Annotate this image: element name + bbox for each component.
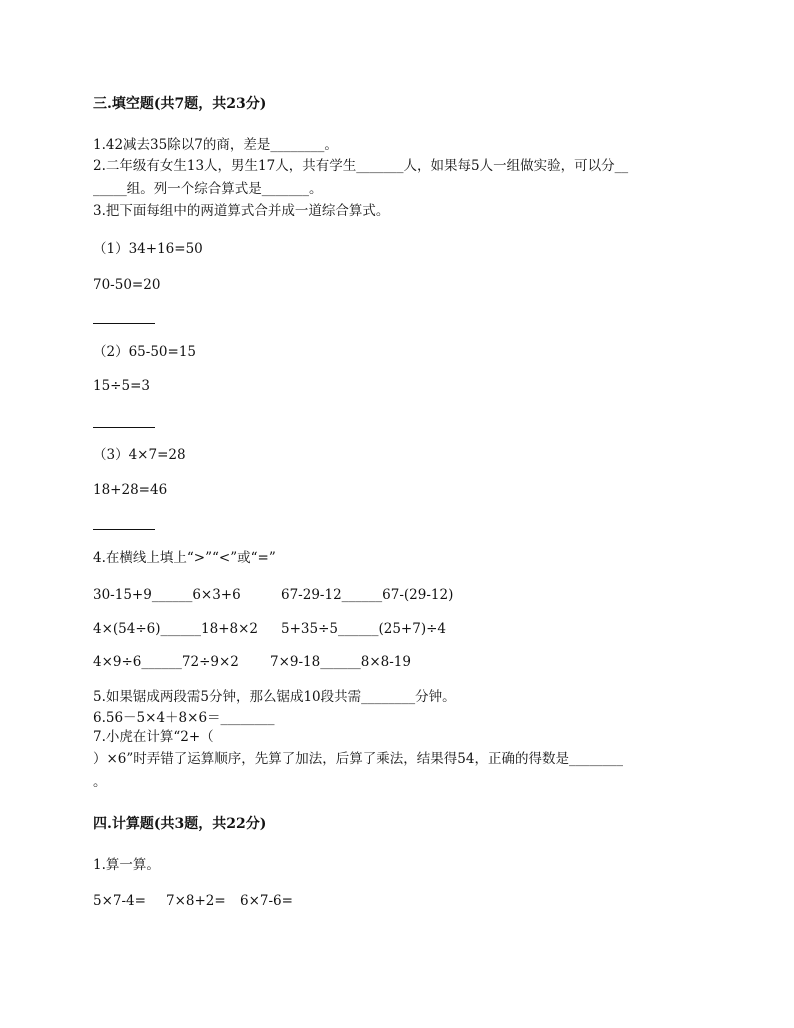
- question-7-line-2: ）×6”时弄错了运算顺序，先算了加法，后算了乘法，结果得54，正确的得数是________: [93, 751, 623, 767]
- q4-row-3-left: 4×9÷6______72÷9×2: [93, 654, 239, 670]
- q4-row-2-right: 5+35÷5______(25+7)÷4: [281, 621, 446, 637]
- q3-group-2-second: 15÷5=3: [93, 378, 150, 394]
- calc-item-3: 6×7-6=: [240, 893, 293, 909]
- question-4: 4.在横线上填上“>”“<”或“=”: [93, 550, 276, 566]
- q4-row-1-right: 67-29-12______67-(29-12): [281, 587, 454, 603]
- calc-item-2: 7×8+2=: [166, 893, 226, 909]
- calc-item-1: 5×7-4=: [93, 893, 146, 909]
- question-2-line-2: _____组。列一个综合算式是_______。: [93, 181, 323, 197]
- question-3: 3.把下面每组中的两道算式合并成一道综合算式。: [93, 203, 390, 219]
- q3-group-1-second: 70-50=20: [93, 277, 161, 293]
- question-1: 1.42减去35除以7的商，差是________。: [93, 137, 338, 153]
- question-7-line-1: 7.小虎在计算“2+（: [93, 729, 214, 745]
- q3-group-1-answer-line: [93, 323, 155, 324]
- q4-row-2-left: 4×(54÷6)______18+8×2: [93, 621, 258, 637]
- q3-group-2-first: （2）65-50=15: [93, 344, 196, 360]
- q3-group-3-first: （3）4×7=28: [93, 447, 186, 463]
- section-3-title: 三.填空题(共7题，共23分): [93, 96, 267, 112]
- question-7-line-3: 。: [93, 774, 107, 790]
- q3-group-1-first: （1）34+16=50: [93, 241, 203, 257]
- section-4-title: 四.计算题(共3题，共22分): [93, 816, 267, 832]
- question-6: 6.56－5×4＋8×6＝________: [93, 710, 275, 726]
- q4-row-3-right: 7×9-18______8×8-19: [270, 654, 411, 670]
- q3-group-3-second: 18+28=46: [93, 482, 168, 498]
- question-2-line-1: 2.二年级有女生13人，男生17人，共有学生_______人，如果每5人一组做实验，可以分__: [93, 158, 629, 174]
- q3-group-2-answer-line: [93, 427, 155, 428]
- q3-group-3-answer-line: [93, 529, 155, 530]
- question-5: 5.如果锯成两段需5分钟，那么锯成10段共需________分钟。: [93, 689, 456, 705]
- section-4-question-1: 1.算一算。: [93, 857, 160, 873]
- q4-row-1-left: 30-15+9______6×3+6: [93, 587, 241, 603]
